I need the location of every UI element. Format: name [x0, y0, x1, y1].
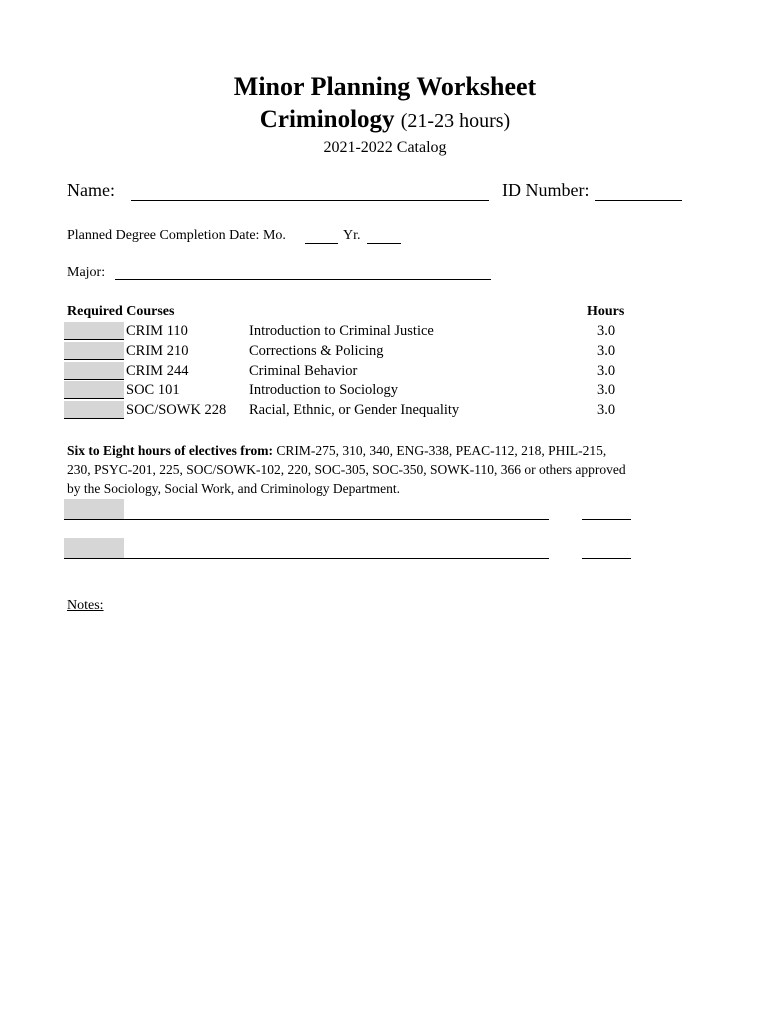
course-code: SOC/SOWK 228	[126, 402, 227, 418]
course-check-field[interactable]	[64, 322, 124, 340]
course-row	[0, 361, 770, 381]
notes-label: Notes:	[67, 598, 104, 613]
name-field[interactable]	[131, 200, 489, 201]
id-number-field[interactable]	[595, 200, 682, 201]
minor-hours: (21-23 hours)	[400, 110, 511, 132]
elective-course-field[interactable]	[64, 519, 549, 520]
elective-check-field[interactable]	[64, 538, 124, 558]
required-courses-heading: Required Courses	[67, 304, 175, 319]
course-hours: 3.0	[597, 402, 616, 418]
minor-name: Criminology	[259, 106, 395, 133]
elective-row	[0, 538, 770, 560]
course-row	[0, 341, 770, 361]
course-check-field[interactable]	[64, 342, 124, 360]
elective-course-field[interactable]	[64, 558, 549, 559]
course-title: Racial, Ethnic, or Gender Inequality	[249, 402, 460, 418]
completion-month-field[interactable]	[305, 243, 338, 244]
hours-heading: Hours	[587, 304, 625, 319]
electives-lead: Six to Eight hours of electives from:	[67, 443, 273, 458]
course-row	[0, 400, 770, 420]
course-row	[0, 321, 770, 341]
course-check-field[interactable]	[64, 381, 124, 399]
course-check-field[interactable]	[64, 362, 124, 380]
course-title: Corrections & Policing	[249, 343, 384, 359]
course-hours: 3.0	[597, 363, 616, 379]
catalog-year: 2021-2022 Catalog	[323, 139, 447, 156]
elective-row	[0, 499, 770, 521]
name-label: Name:	[67, 180, 115, 200]
elective-hours-field[interactable]	[582, 558, 631, 559]
completion-year-label: Yr.	[343, 228, 361, 243]
course-check-field[interactable]	[64, 401, 124, 419]
major-label: Major:	[67, 265, 106, 280]
minor-subtitle	[0, 106, 770, 134]
worksheet-title: Minor Planning Worksheet	[233, 72, 537, 101]
course-row	[0, 380, 770, 400]
course-title: Introduction to Criminal Justice	[249, 323, 434, 339]
course-code: SOC 101	[126, 382, 180, 398]
completion-year-field[interactable]	[367, 243, 401, 244]
course-code: CRIM 110	[126, 323, 188, 339]
course-hours: 3.0	[597, 343, 616, 359]
completion-date-label: Planned Degree Completion Date: Mo.	[67, 228, 286, 243]
electives-list: CRIM-275, 310, 340, ENG-338, PEAC-112, 218, PHIL-215, 230, PSYC-201, 225, SOC/SOWK-102, 220, SOC-305, SOC-350, SOWK-110, 366 or others approved by the Sociology, Social Work, and Criminology Department.	[67, 443, 626, 496]
elective-hours-field[interactable]	[582, 519, 631, 520]
course-hours: 3.0	[597, 323, 616, 339]
elective-check-field[interactable]	[64, 499, 124, 519]
course-title: Introduction to Sociology	[249, 382, 399, 398]
course-title: Criminal Behavior	[249, 363, 358, 379]
id-number-label: ID Number:	[502, 180, 590, 200]
course-hours: 3.0	[597, 382, 616, 398]
course-code: CRIM 244	[126, 363, 189, 379]
major-field[interactable]	[115, 279, 491, 280]
electives-description	[67, 441, 627, 498]
course-code: CRIM 210	[126, 343, 189, 359]
